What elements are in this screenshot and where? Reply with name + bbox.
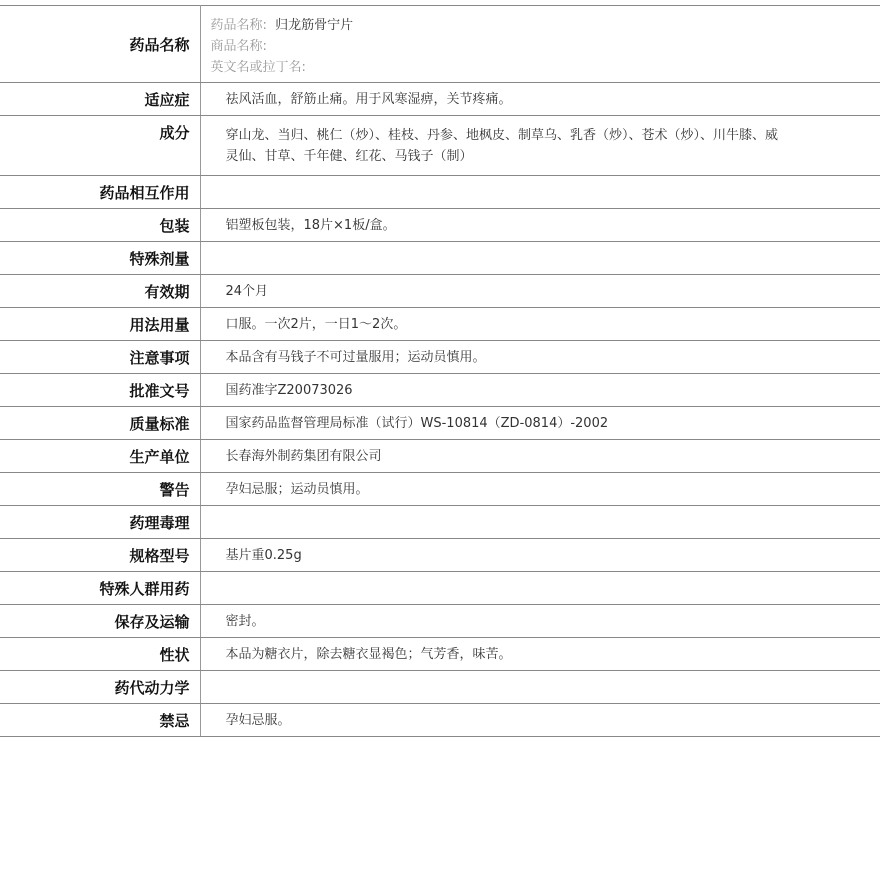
row-value: 本品为糖衣片，除去糖衣显褐色；气芳香，味苦。: [200, 638, 880, 671]
row-value: 基片重0.25g: [200, 539, 880, 572]
row-value: 国药准字Z20073026: [200, 374, 880, 407]
table-row-warning: [0, 473, 880, 506]
table-row-description: [0, 638, 880, 671]
table-row-drug-name: [0, 6, 880, 83]
row-value: 孕妇忌服。: [200, 704, 880, 737]
generic-name-value: 归龙筋骨宁片: [275, 18, 354, 33]
table-row-dosage: [0, 308, 880, 341]
drug-name-block: [200, 6, 880, 83]
row-label: 规格型号: [0, 539, 200, 572]
trade-name-line: [211, 36, 791, 57]
row-value: 铝塑板包装，18片×1板/盒。: [200, 209, 880, 242]
table-row-special-populations: [0, 572, 880, 605]
row-label: 有效期: [0, 275, 200, 308]
table-row-packaging: [0, 209, 880, 242]
row-value: 24个月: [200, 275, 880, 308]
row-label: 适应症: [0, 83, 200, 116]
row-value: 本品含有马钱子不可过量服用；运动员慎用。: [200, 341, 880, 374]
generic-name-label: 药品名称:: [210, 18, 267, 33]
row-value: 国家药品监督管理局标准（试行）WS-10814（ZD-0814）-2002: [200, 407, 880, 440]
row-value: [200, 506, 880, 539]
row-value: 口服。一次2片，一日1～2次。: [200, 308, 880, 341]
row-label: 性状: [0, 638, 200, 671]
table-row-special-dosage: [0, 242, 880, 275]
table-row-manufacturer: [0, 440, 880, 473]
row-value: 密封。: [200, 605, 880, 638]
row-label: 药品名称: [0, 6, 200, 83]
english-name-line: [211, 57, 791, 78]
row-label: 批准文号: [0, 374, 200, 407]
row-label: 保存及运输: [0, 605, 200, 638]
row-label: 药品相互作用: [0, 176, 200, 209]
row-label: 质量标准: [0, 407, 200, 440]
table-row-indications: [0, 83, 880, 116]
table-row-interactions: [0, 176, 880, 209]
table-row-ingredients: [0, 116, 880, 176]
generic-name-line: [211, 15, 791, 36]
row-value: [200, 242, 880, 275]
table-row-approval-number: [0, 374, 880, 407]
table-row-pharmacokinetics: [0, 671, 880, 704]
row-label: 禁忌: [0, 704, 200, 737]
row-label: 成分: [0, 116, 200, 176]
english-name-label: 英文名或拉丁名:: [210, 60, 306, 75]
table-row-specification: [0, 539, 880, 572]
row-value: 孕妇忌服；运动员慎用。: [200, 473, 880, 506]
row-value: 长春海外制药集团有限公司: [200, 440, 880, 473]
table-row-contraindications: [0, 704, 880, 737]
row-label: 包装: [0, 209, 200, 242]
row-label: 生产单位: [0, 440, 200, 473]
table-row-quality-standard: [0, 407, 880, 440]
row-label: 药代动力学: [0, 671, 200, 704]
table-row-shelf-life: [0, 275, 880, 308]
row-value: [200, 572, 880, 605]
row-label: 警告: [0, 473, 200, 506]
row-value: [200, 176, 880, 209]
row-label: 用法用量: [0, 308, 200, 341]
table-row-storage: [0, 605, 880, 638]
row-value: 祛风活血，舒筋止痛。用于风寒湿痹，关节疼痛。: [200, 83, 880, 116]
drug-info-table: [0, 5, 880, 737]
row-value: 穿山龙、当归、桃仁（炒）、桂枝、丹参、地枫皮、制草乌、乳香（炒）、苍术（炒）、川牛膝、威灵仙、甘草、千年健、红花、马钱子（制）: [200, 116, 880, 176]
row-label: 药理毒理: [0, 506, 200, 539]
row-label: 注意事项: [0, 341, 200, 374]
row-value: [200, 671, 880, 704]
table-row-pharmacology: [0, 506, 880, 539]
row-label: 特殊人群用药: [0, 572, 200, 605]
table-row-precautions: [0, 341, 880, 374]
trade-name-label: 商品名称:: [210, 39, 267, 54]
row-label: 特殊剂量: [0, 242, 200, 275]
